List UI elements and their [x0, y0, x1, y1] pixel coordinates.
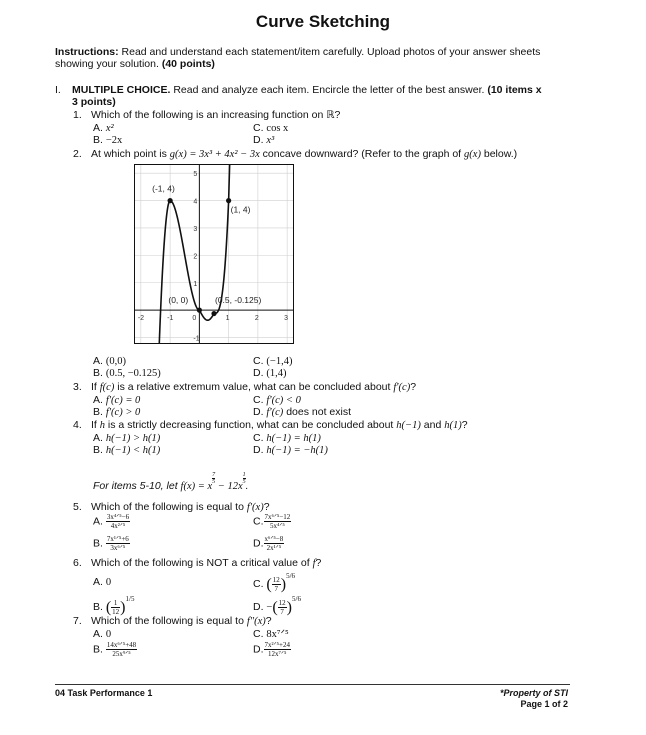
- part1-points-1: (10 items x: [487, 84, 542, 96]
- q5-d-num: x⁶ᐟ⁵−8: [264, 535, 284, 543]
- q3-a-value: f′(c) = 0: [105, 395, 141, 406]
- q5-fp: f′(x): [246, 502, 264, 513]
- part1-text: Read and analyze each item. Encircle the letter of the best answer.: [173, 84, 485, 96]
- graph-g-of-x: [135, 165, 293, 343]
- q3-text-mid: is a relative extremum value, what can be concluded about: [114, 381, 394, 393]
- q6-f: f: [312, 558, 316, 569]
- key-point: [211, 311, 216, 316]
- q3-d-value-b: does not exist: [283, 406, 352, 418]
- q1-d-letter: D.: [253, 134, 264, 146]
- q5-a-letter: A.: [93, 515, 103, 528]
- q3-c-letter: C.: [253, 394, 264, 406]
- q5-b-letter: B.: [93, 537, 103, 550]
- q6-a-value: 0: [105, 577, 112, 588]
- q5-c-den: 5x⁴ᐟ⁵: [269, 522, 285, 530]
- q1-d-value: x³: [266, 135, 275, 146]
- q7-d-letter: D.: [253, 643, 264, 656]
- q3-b-value: f′(c) > 0: [105, 407, 141, 418]
- x-tick-label: 2: [254, 315, 259, 323]
- label-point-0-0: (0, 0): [168, 295, 189, 306]
- q1-c-value: cos x: [266, 123, 289, 134]
- key-point: [168, 198, 173, 203]
- q6-b-letter: B.: [93, 601, 103, 613]
- q4-b-letter: B.: [93, 444, 103, 456]
- q6-option-c: [253, 570, 295, 593]
- part1-heading-line: [72, 84, 542, 96]
- q7-d-num: 7x²ᐟ⁵+24: [264, 641, 290, 649]
- q7-number: 7.: [73, 615, 82, 627]
- instructions-points: (40 points): [161, 58, 215, 70]
- q7-option-b: [93, 641, 137, 658]
- q5-c-letter: C.: [253, 515, 264, 528]
- q2-option-d: [253, 367, 287, 380]
- y-tick-label: 4: [193, 198, 198, 206]
- q4-h1: h(−1): [396, 420, 421, 431]
- q6-c-num: 12: [272, 575, 280, 584]
- q1-option-d: [253, 134, 274, 147]
- q3-fc: f(c): [99, 382, 115, 393]
- q1-b-letter: B.: [93, 134, 103, 146]
- q6-d-lparen: (: [272, 599, 278, 616]
- footer-divider: [55, 684, 570, 685]
- q5-d-letter: D.: [253, 537, 264, 550]
- q2-gx: g(x): [464, 149, 481, 160]
- q5-a-den: 4x²ᐟ⁵: [110, 522, 126, 530]
- q4-c-letter: C.: [253, 432, 264, 444]
- footer-page: Page 1 of 2: [520, 699, 568, 709]
- q7-c-value: 8x⁷ᐟ⁵: [266, 629, 289, 640]
- q6-b-num: 1: [111, 599, 120, 608]
- part1-heading: MULTIPLE CHOICE.: [72, 84, 171, 96]
- q6-d-den: 7: [280, 607, 284, 616]
- q2-c-letter: C.: [253, 355, 264, 367]
- q2-expr: g(x) = 3x³ + 4x² − 3x: [169, 149, 260, 160]
- instructions-label: Instructions:: [55, 46, 119, 58]
- given-exp-2-num: 1: [242, 472, 246, 478]
- q6-c-exp: 5/6: [286, 572, 296, 580]
- q4-d-letter: D.: [253, 444, 264, 456]
- q2-number: 2.: [73, 148, 82, 160]
- q6-text: [91, 557, 321, 570]
- q5-option-c: [253, 513, 291, 530]
- q3-option-b: [93, 406, 140, 419]
- given-pre: For items 5-10, let: [93, 480, 181, 492]
- q5-option-d: [253, 535, 284, 552]
- q5-c-fraction: [264, 513, 292, 530]
- q2-a-value: (0,0): [105, 356, 126, 367]
- q4-c-value: h(−1) = h(1): [266, 433, 321, 444]
- q2-text: [91, 148, 517, 161]
- q6-q: ?: [315, 557, 322, 569]
- label-point-05-neg0125: (0.5, -0.125): [215, 295, 262, 306]
- q4-h: h: [99, 420, 106, 431]
- q6-option-a: [93, 576, 111, 589]
- y-tick-label: -1: [193, 335, 200, 343]
- instructions-line-2: [55, 58, 215, 70]
- q5-a-fraction: [106, 513, 130, 530]
- y-tick-label: 3: [193, 225, 198, 233]
- q6-c-fraction: [272, 576, 281, 593]
- key-point: [226, 198, 231, 203]
- q3-text-pre: If: [91, 381, 100, 393]
- q1-c-letter: C.: [253, 122, 264, 134]
- q5-number: 5.: [73, 501, 82, 513]
- q3-b-letter: B.: [93, 406, 103, 418]
- q5-b-den: 3x⁶ᐟ⁵: [110, 544, 126, 552]
- q6-d-exp: 5/6: [292, 595, 301, 603]
- q6-b-den: 12: [112, 607, 120, 616]
- q2-b-value: (0.5, −0.125): [105, 368, 161, 379]
- q7-b-fraction: [106, 641, 137, 658]
- q7-b-letter: B.: [93, 643, 103, 656]
- q3-option-d: [253, 406, 351, 419]
- q6-d-num: 12: [278, 598, 286, 607]
- q4-and: and: [420, 419, 445, 431]
- q5-d-den: 2x¹ᐟ⁵: [266, 544, 282, 552]
- q4-text-pre: If: [91, 419, 100, 431]
- q6-b-lparen: (: [105, 599, 112, 616]
- q7-option-c: [253, 628, 289, 641]
- q2-d-letter: D.: [253, 367, 264, 379]
- q5-b-num: 7x¹ᐟ⁵+6: [106, 535, 129, 543]
- q6-c-den: 7: [274, 584, 278, 593]
- q5-option-b: [93, 535, 130, 552]
- q7-d-den: 12x⁷ᐟ⁵: [268, 650, 287, 658]
- q2-b-letter: B.: [93, 367, 103, 379]
- x-tick-label: 1: [225, 315, 230, 323]
- x-tick-label: 0: [192, 315, 197, 323]
- q5-q: ?: [263, 501, 270, 513]
- y-tick-label: 2: [193, 253, 198, 261]
- q7-text: [91, 615, 272, 628]
- q2-d-value: (1,4): [266, 368, 287, 379]
- q6-number: 6.: [73, 557, 82, 569]
- q3-text: [91, 381, 416, 394]
- q6-option-d: [253, 593, 301, 616]
- q3-fpc: f′(c): [393, 382, 411, 393]
- q7-text-main: Which of the following is equal to: [91, 615, 247, 627]
- page-title: Curve Sketching: [255, 12, 391, 31]
- given-mid: − 12x: [215, 481, 243, 492]
- q6-c-letter: C.: [253, 578, 264, 590]
- q7-fpp: f″(x): [246, 616, 266, 627]
- graph-frame: [134, 164, 294, 344]
- q6-b-rparen: ): [120, 599, 126, 616]
- y-tick-label: 1: [193, 280, 198, 288]
- q6-d-rparen: ): [286, 599, 292, 616]
- given-exp-1-num: 7: [212, 472, 216, 478]
- q2-text-pre: At which point is: [91, 148, 170, 160]
- y-tick-label: 5: [193, 171, 198, 179]
- q3-d-value-a: f′(c): [266, 407, 284, 418]
- q1-number: 1.: [73, 109, 82, 121]
- q7-b-num: 14x⁶ᐟ⁵+48: [106, 641, 137, 649]
- q2-c-value: (−1,4): [266, 356, 293, 367]
- q3-c-value: f′(c) < 0: [266, 395, 301, 406]
- given-fx: f(x) = x: [180, 481, 213, 492]
- q4-d-value: h(−1) = −h(1): [266, 445, 328, 456]
- q7-option-a: [93, 628, 111, 641]
- q4-option-d: [253, 444, 328, 457]
- q6-c-rparen: ): [280, 576, 287, 593]
- q4-a-letter: A.: [93, 432, 103, 444]
- instructions-text-1: Read and understand each statement/item carefully. Upload photos of your answer sheets: [121, 46, 541, 58]
- q7-d-fraction: [264, 641, 291, 658]
- q5-text-main: Which of the following is equal to: [91, 501, 247, 513]
- q3-a-letter: A.: [93, 394, 103, 406]
- q1-text: Which of the following is an increasing function on ℝ?: [91, 109, 341, 121]
- given-exp-2-den: 5: [242, 479, 246, 485]
- footer-left: 04 Task Performance 1: [55, 688, 153, 698]
- q6-d-fraction: [278, 599, 287, 616]
- q2-a-letter: A.: [93, 355, 103, 367]
- q1-option-b: [93, 134, 122, 147]
- q6-b-exp: 1/5: [125, 595, 135, 603]
- q7-a-value: 0: [105, 629, 112, 640]
- q5-c-num: 7x⁶ᐟ⁵−12: [264, 513, 291, 521]
- x-tick-label: -1: [167, 315, 174, 323]
- q7-c-letter: C.: [253, 628, 264, 640]
- part1-points-2: 3 points): [72, 96, 116, 108]
- q2-option-b: [93, 367, 161, 380]
- q6-c-lparen: (: [266, 576, 272, 593]
- q5-a-num: 3x⁴ᐟ⁵−6: [106, 513, 130, 521]
- key-point: [197, 308, 202, 313]
- q4-b-value: h(−1) < h(1): [105, 445, 161, 456]
- q5-b-fraction: [106, 535, 130, 552]
- q7-b-den: 25x⁹ᐟ⁵: [112, 650, 131, 658]
- q5-option-a: [93, 513, 130, 530]
- q6-a-letter: A.: [93, 576, 103, 588]
- q4-text-end: ?: [461, 419, 468, 431]
- q3-d-letter: D.: [253, 406, 264, 418]
- q2-text-end: below.): [480, 148, 518, 160]
- q4-h2: h(1): [444, 420, 462, 431]
- q2-text-post: concave downward? (Refer to the graph of: [259, 148, 465, 160]
- label-point-1-4: (1, 4): [230, 204, 251, 215]
- given-exp-1-den: 5: [212, 479, 216, 485]
- q6-b-fraction: [111, 599, 120, 616]
- q6-d-letter: D.: [253, 601, 264, 613]
- q4-number: 4.: [73, 419, 82, 431]
- q4-text: [91, 419, 468, 432]
- q7-a-letter: A.: [93, 628, 103, 640]
- instructions-line-1: [55, 46, 540, 58]
- q6-d-minus: −: [266, 602, 273, 613]
- q1-a-letter: A.: [93, 122, 103, 134]
- given-end: .: [245, 480, 249, 492]
- q3-number: 3.: [73, 381, 82, 393]
- q6-text-main: Which of the following is NOT a critical value of: [91, 557, 313, 569]
- q4-a-value: h(−1) > h(1): [105, 433, 161, 444]
- q1-b-value: −2x: [105, 135, 123, 146]
- q7-q: ?: [265, 615, 272, 627]
- instructions-text-2: showing your solution.: [55, 58, 159, 70]
- q1-a-value: x²: [105, 123, 114, 134]
- label-point-neg1-4: (-1, 4): [152, 183, 175, 194]
- given-function: [93, 472, 249, 493]
- x-tick-label: 3: [284, 315, 289, 323]
- footer-property: *Property of STI: [499, 688, 568, 698]
- q3-text-end: ?: [410, 381, 417, 393]
- q4-option-b: [93, 444, 160, 457]
- q4-text-mid: is a strictly decreasing function, what can be concluded about: [105, 419, 397, 431]
- q6-option-b: [93, 593, 134, 616]
- q5-d-fraction: [264, 535, 285, 552]
- q7-option-d: [253, 641, 291, 658]
- part1-numeral: I.: [55, 84, 61, 96]
- x-tick-label: -2: [137, 315, 145, 323]
